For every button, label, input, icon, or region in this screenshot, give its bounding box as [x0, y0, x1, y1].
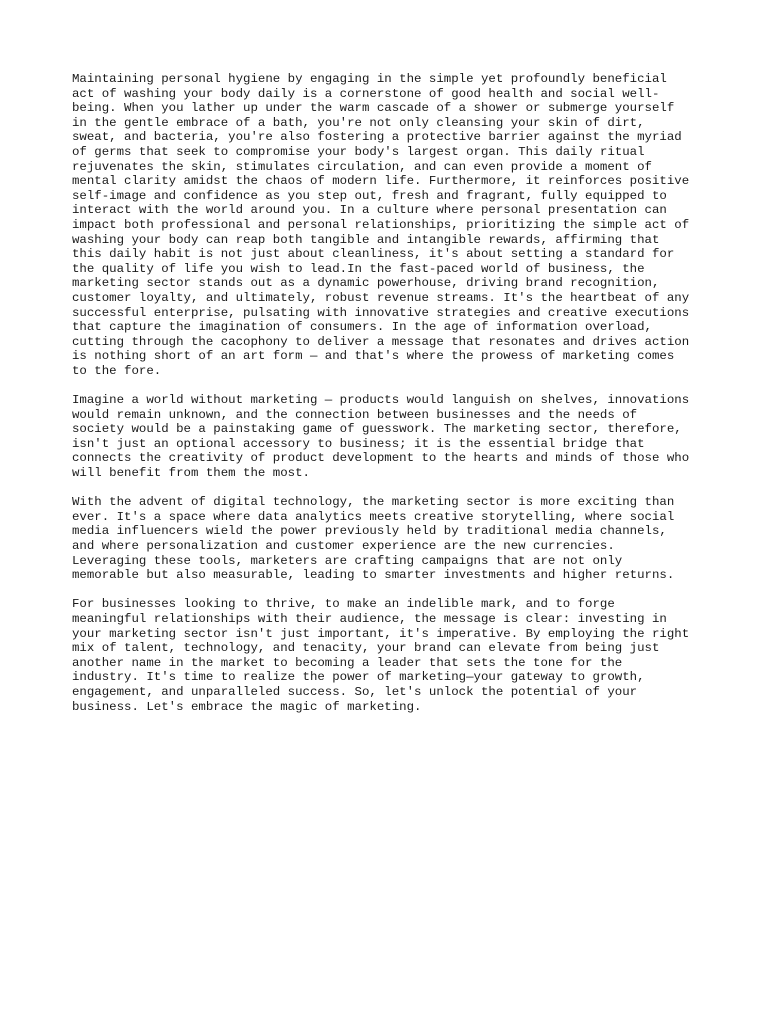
- paragraph-world-without-marketing: Imagine a world without marketing — products would languish on shelves, innovations would remain unknown, and the connection between businesses and the needs of society would be a painstaking game of guesswork. The marketing sector, therefore, isn't just an optional accessory to business; it is the essential bridge that connects the creativity of product development to the hearts and minds of those who will benefit from them the most.: [72, 393, 690, 481]
- paragraph-hygiene-marketing: Maintaining personal hygiene by engaging in the simple yet profoundly beneficial act of washing your body daily is a cornerstone of good health and social well- being. When you lather up under the warm cascade of a shower or submerge yourself in the gentle embrace of a bath, you're not only cleansing your skin of dirt, sweat, and bacteria, you're also fostering a protective barrier against the myriad of germs that seek to compromise your body's largest organ. This daily ritual rejuvenates the skin, stimulates circulation, and can even provide a moment of mental clarity amidst the chaos of modern life. Furthermore, it reinforces positive self-image and confidence as you step out, fresh and fragrant, fully equipped to interact with the world around you. In a culture where personal presentation can impact both professional and personal relationships, prioritizing the simple act of washing your body can reap both tangible and intangible rewards, affirming that this daily habit is not just about cleanliness, it's about setting a standard for the quality of life you wish to lead.In the fast-paced world of business, the marketing sector stands out as a dynamic powerhouse, driving brand recognition, customer loyalty, and ultimately, robust revenue streams. It's the heartbeat of any successful enterprise, pulsating with innovative strategies and creative executions that capture the imagination of consumers. In the age of information overload, cutting through the cacophony to deliver a message that resonates and drives action is nothing short of an art form — and that's where the prowess of marketing comes to the fore.: [72, 72, 690, 378]
- paragraph-call-to-action: For businesses looking to thrive, to make an indelible mark, and to forge meaningful relationships with their audience, the message is clear: investing in your marketing sector isn't just important, it's imperative. By employing the right mix of talent, technology, and tenacity, your brand can elevate from being just another name in the market to becoming a leader that sets the tone for the industry. It's time to realize the power of marketing—your gateway to growth, engagement, and unparalleled success. So, let's unlock the potential of your business. Let's embrace the magic of marketing.: [72, 597, 690, 714]
- paragraph-digital-technology: With the advent of digital technology, the marketing sector is more exciting than ever. It's a space where data analytics meets creative storytelling, where social media influencers wield the power previously held by traditional media channels, and where personalization and customer experience are the new currencies. Leveraging these tools, marketers are crafting campaigns that are not only memorable but also measurable, leading to smarter investments and higher returns.: [72, 495, 675, 583]
- document-body: [72, 72, 698, 729]
